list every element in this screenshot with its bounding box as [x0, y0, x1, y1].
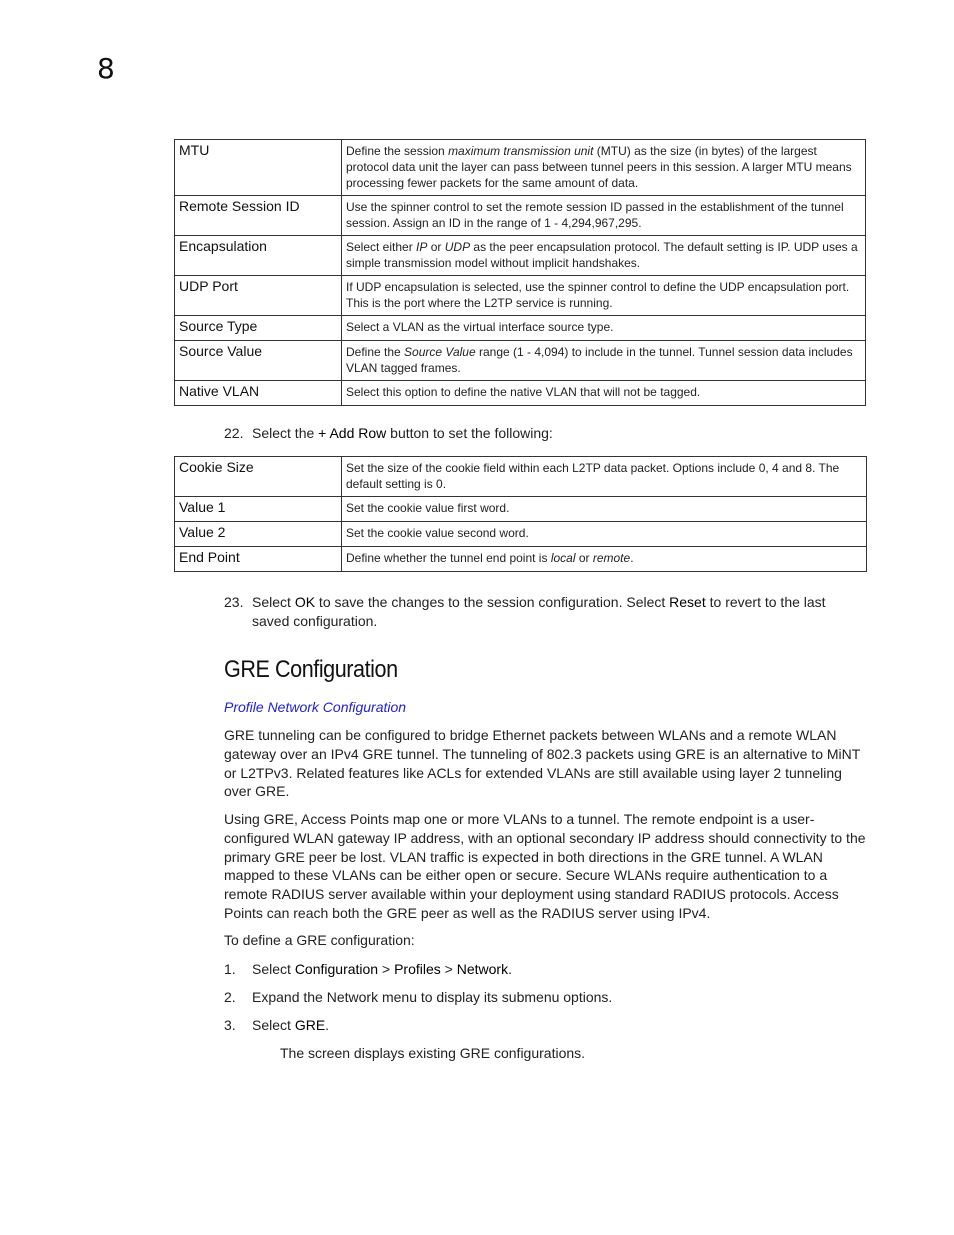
- table-row: [175, 381, 866, 406]
- section-heading: GRE Configuration: [224, 656, 398, 683]
- param-name: Native VLAN: [175, 381, 342, 406]
- table-row: [175, 140, 866, 196]
- param-description: Select either IP or UDP as the peer encapsulation protocol. The default setting is IP. UDP uses a simple transmission model without implicit handshakes.: [342, 236, 866, 276]
- step-2: 2. Expand the Network menu to display its submenu options.: [224, 989, 613, 1005]
- param-description: Define the session maximum transmission unit (MTU) as the size (in bytes) of the largest protocol data unit the layer can pass between tunnel peers in this session. A larger MTU means processing fewer packets for the same amount of data.: [342, 140, 866, 196]
- param-name: MTU: [175, 140, 342, 196]
- cookie-parameters-table: [174, 456, 867, 572]
- table-row: [175, 497, 867, 522]
- param-name: Value 2: [175, 522, 342, 547]
- ui-label-gre: GRE: [294, 1017, 326, 1033]
- param-name: Encapsulation: [175, 236, 342, 276]
- param-name: Source Value: [175, 341, 342, 381]
- param-name: Cookie Size: [175, 457, 342, 497]
- param-name: End Point: [175, 547, 342, 572]
- param-description: Set the size of the cookie field within each L2TP data packet. Options include 0, 4 and 8. The default setting is 0.: [342, 457, 867, 497]
- table-row: [175, 522, 867, 547]
- l2tp-session-parameters-table: [174, 139, 866, 406]
- ui-label-reset: Reset: [669, 594, 706, 610]
- param-name: Value 1: [175, 497, 342, 522]
- table-row: [175, 457, 867, 497]
- step-result: The screen displays existing GRE configurations.: [280, 1045, 586, 1061]
- ui-label-ok: OK: [294, 594, 316, 610]
- param-name: UDP Port: [175, 276, 342, 316]
- param-description: Define whether the tunnel end point is local or remote.: [342, 547, 867, 572]
- param-description: Select this option to define the native VLAN that will not be tagged.: [342, 381, 866, 406]
- param-name: Source Type: [175, 316, 342, 341]
- paragraph-gre-details: Using GRE, Access Points map one or more VLANs to a tunnel. The remote endpoint is a user-configured WLAN gateway IP address, with an optional secondary IP address should connectivity to the primary GRE peer be lost. VLAN traffic is expected in both directions in the GRE tunnel. A WLAN mapped to these VLANs can be either open or secure. Secure WLANs require authentication to a remote RADIUS server available within your deployment using standard RADIUS protocols. Access Points can reach both the GRE peer as well as the RADIUS server using IPv4.: [224, 811, 866, 921]
- param-description: Set the cookie value first word.: [342, 497, 867, 522]
- table-row: [175, 196, 866, 236]
- profile-network-configuration-link[interactable]: Profile Network Configuration: [224, 699, 407, 715]
- step-22: 22. Select the + Add Row button to set the following:: [224, 425, 553, 441]
- param-description: Set the cookie value second word.: [342, 522, 867, 547]
- ui-label-profiles: Profiles: [394, 961, 441, 977]
- paragraph-intro: To define a GRE configuration:: [224, 932, 415, 948]
- table-row: [175, 547, 867, 572]
- table-row: [175, 236, 866, 276]
- chapter-number: 8: [97, 52, 115, 85]
- paragraph-gre-overview: GRE tunneling can be configured to bridge Ethernet packets between WLANs and a remote WLAN gateway over an IPv4 GRE tunnel. The tunneling of 802.3 packets using GRE is an alternative to MiNT or L2TPv3. Related features like ACLs for extended VLANs are still available using layer 2 tunneling over GRE.: [224, 727, 861, 800]
- param-description: Select a VLAN as the virtual interface source type.: [342, 316, 866, 341]
- step-3: 3. Select GRE.: [224, 1017, 330, 1033]
- param-description: Define the Source Value range (1 - 4,094) to include in the tunnel. Tunnel session data includes VLAN tagged frames.: [342, 341, 866, 381]
- step-23: 23. Select OK to save the changes to the session configuration. Select Reset to revert to the last saved configuration.: [224, 594, 826, 629]
- table-row: [175, 276, 866, 316]
- ui-label-add-row: + Add Row: [318, 425, 387, 441]
- param-name: Remote Session ID: [175, 196, 342, 236]
- ui-label-network: Network: [456, 961, 509, 977]
- table-row: [175, 341, 866, 381]
- param-description: If UDP encapsulation is selected, use the spinner control to define the UDP encapsulation port. This is the port where the L2TP service is running.: [342, 276, 866, 316]
- table-row: [175, 316, 866, 341]
- step-1: 1. Select Configuration > Profiles > Network.: [224, 961, 512, 977]
- ui-label-configuration: Configuration: [294, 961, 379, 977]
- param-description: Use the spinner control to set the remote session ID passed in the establishment of the tunnel session. Assign an ID in the range of 1 - 4,294,967,295.: [342, 196, 866, 236]
